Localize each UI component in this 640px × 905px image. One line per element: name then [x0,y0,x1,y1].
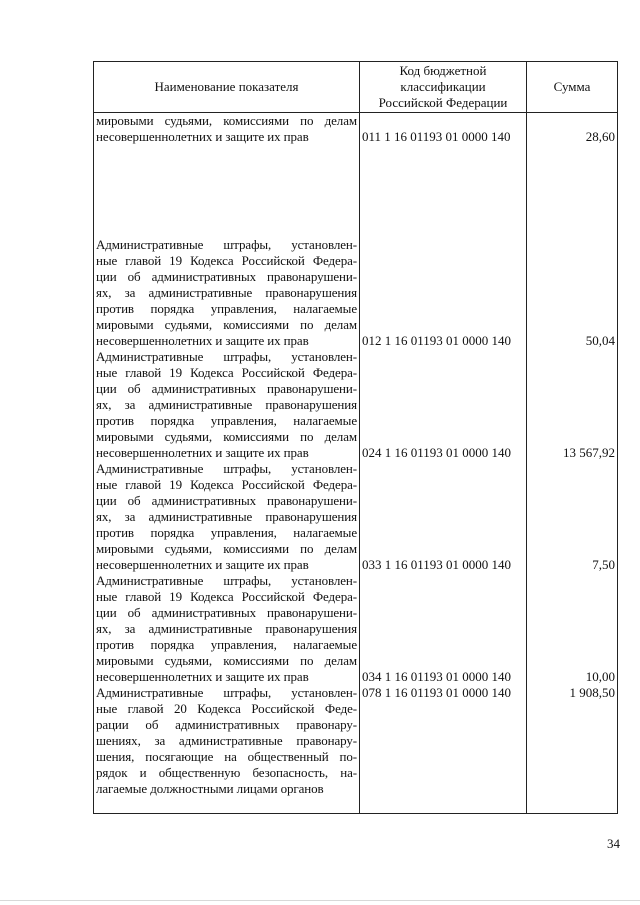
sum-cell [527,113,618,238]
indicator-name-cell [94,685,360,814]
sum-value: 1 908,50 [569,685,615,700]
name-line: ные главой 19 Кодекса Российской Федера- [96,477,357,492]
table-row [94,349,618,461]
name-line: рации об административных правонару- [96,717,357,732]
name-line: несовершеннолетних и защите их прав [96,669,309,684]
scan-edge-divider [0,900,640,901]
table-row [94,573,618,685]
indicator-name-cell [94,237,360,349]
name-line: рядок и общественную безопасность, на- [96,765,357,780]
name-line: мировыми судьями, комиссиями по делам [96,429,357,444]
name-line: ные главой 19 Кодекса Российской Федера- [96,365,357,380]
budget-code: 034 1 16 01193 01 0000 140 [362,669,512,684]
sum-cell [527,237,618,349]
table-row [94,113,618,238]
name-line: мировыми судьями, комиссиями по делам [96,653,357,668]
header-budget-code [360,62,527,113]
table-row [94,237,618,349]
budget-code-cell [360,349,527,461]
name-line: мировыми судьями, комиссиями по делам [96,113,357,128]
name-line: ные главой 20 Кодекса Российской Феде- [96,701,357,716]
sum-value: 50,04 [585,333,615,348]
name-line: ях, за административные правонарушения [96,397,357,412]
budget-revenue-table [93,61,618,814]
budget-code: 011 1 16 01193 01 0000 140 [362,129,511,144]
budget-code-cell [360,237,527,349]
sum-value: 13 567,92 [563,445,615,460]
name-line: ции об административных правонарушени- [96,381,357,396]
name-line: против порядка управления, налагаемые [96,525,357,540]
indicator-name-cell [94,349,360,461]
page-number: 34 [607,836,620,851]
sum-cell [527,573,618,685]
name-line: ях, за административные правонарушения [96,285,357,300]
name-line: против порядка управления, налагаемые [96,301,357,316]
name-line: Административные штрафы, установлен- [96,237,357,252]
name-line: лагаемые должностными лицами органов [96,781,324,796]
budget-code: 024 1 16 01193 01 0000 140 [362,445,512,460]
name-line: несовершеннолетних и защите их прав [96,557,309,572]
budget-code-cell [360,461,527,573]
sum-value: 7,50 [592,557,615,572]
table-header-row [94,62,618,113]
name-line: мировыми судьями, комиссиями по делам [96,541,357,556]
name-line: Административные штрафы, установлен- [96,573,357,588]
name-line: против порядка управления, налагаемые [96,637,357,652]
name-line: ции об административных правонарушени- [96,269,357,284]
name-line: несовершеннолетних и защите их прав [96,445,309,460]
sum-cell [527,461,618,573]
header-sum: Сумма [527,62,618,113]
table-row [94,685,618,814]
header-indicator-name: Наименование показателя [94,62,360,113]
name-line: шения, посягающие на общественный по- [96,749,357,764]
name-line: ные главой 19 Кодекса Российской Федера- [96,253,357,268]
name-line: против порядка управления, налагаемые [96,413,357,428]
name-line: несовершеннолетних и защите их прав [96,129,309,144]
name-line: несовершеннолетних и защите их прав [96,333,309,348]
sum-cell [527,349,618,461]
sum-cell [527,685,618,814]
name-line: ях, за административные правонарушения [96,621,357,636]
sum-value: 10,00 [585,669,615,684]
indicator-name-cell [94,461,360,573]
budget-code-cell [360,113,527,238]
name-line: Административные штрафы, установлен- [96,461,357,476]
budget-code: 078 1 16 01193 01 0000 140 [362,685,512,700]
header-code-line-1: Код бюджетной [399,63,487,78]
name-line: ях, за административные правонарушения [96,509,357,524]
budget-code: 033 1 16 01193 01 0000 140 [362,557,512,572]
name-line: шениях, за административные правонару- [96,733,357,748]
name-line: мировыми судьями, комиссиями по делам [96,317,357,332]
indicator-name-cell [94,113,360,238]
indicator-name-cell [94,573,360,685]
header-code-line-2: классификации [400,79,486,94]
table-row [94,461,618,573]
budget-code-cell [360,685,527,814]
name-line: Административные штрафы, установлен- [96,685,357,700]
name-line: Административные штрафы, установлен- [96,349,357,364]
budget-code-cell [360,573,527,685]
name-line: ции об административных правонарушени- [96,605,357,620]
sum-value: 28,60 [585,129,615,144]
name-line: ции об административных правонарушени- [96,493,357,508]
header-code-line-3: Российской Федерации [378,95,508,110]
budget-code: 012 1 16 01193 01 0000 140 [362,333,512,348]
name-line: ные главой 19 Кодекса Российской Федера- [96,589,357,604]
